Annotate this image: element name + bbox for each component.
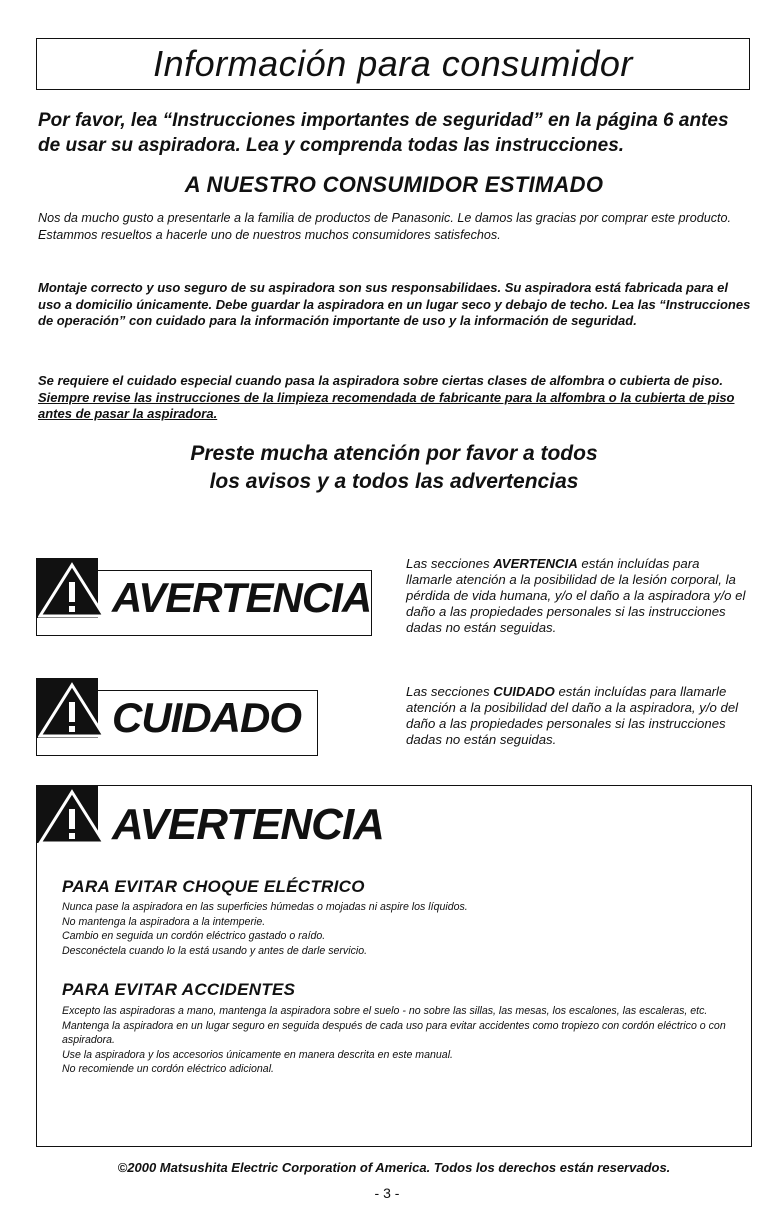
shock-item: Nunca pase la aspiradora en las superficies húmedas o mojadas ni aspire los líquidos. xyxy=(62,901,468,913)
intro-text: Por favor, lea “Instrucciones importantes de seguridad” en la página 6 antes de usar su aspiradora. Lea y comprenda todas las instrucciones. xyxy=(38,110,729,156)
shock-heading: PARA EVITAR CHOQUE ELÉCTRICO xyxy=(62,877,365,896)
paragraph-carpet-care xyxy=(38,373,754,423)
caution-triangle-icon xyxy=(38,682,106,738)
warning-desc-rest: están incluídas para llamarle atención a la posibilidad de la lesión corporal, la pérdida de vida humana, y/o el daño a la aspiradora y/o el daño a las propiedades personales si las instrucciones dadas no están seguidas. xyxy=(406,556,746,635)
attention-heading xyxy=(38,440,750,496)
attention-heading-line2: los avisos y a todos las advertencias xyxy=(209,470,579,493)
accident-list xyxy=(62,1004,732,1077)
carpet-care-plain: Se requiere el cuidado especial cuando pasa la aspiradora sobre ciertas clases de alfombra o cubierta de piso. xyxy=(38,373,723,388)
dear-customer-heading: A NUESTRO CONSUMIDOR ESTIMADO xyxy=(184,172,604,197)
caution-desc-rest: están incluídas para llamarle atención a la posibilidad del daño a la aspiradora, y/o del daño a las propiedades personales si las instrucciones dadas no están seguidas. xyxy=(406,684,739,747)
caution-badge-label: CUIDADO xyxy=(112,694,301,741)
paragraph-welcome: Nos da mucho gusto a presentarle a la familia de productos de Panasonic. Le damos las gracias por comprar este producto. Estammos resueltos a hacerle uno de nuestros muchos consumidores satisfechos. xyxy=(38,211,732,242)
copyright: ©2000 Matsushita Electric Corporation of America. Todos los derechos están reservados. xyxy=(117,1160,671,1175)
accident-item: Mantenga la aspiradora en un lugar seguro en seguida después de cada uso para evitar accidentes como tropiezo con cordón eléctrico o con aspiradora. xyxy=(62,1019,726,1047)
accident-item: No recomiende un cordón eléctrico adicional. xyxy=(62,1063,274,1076)
warning-triangle-icon xyxy=(38,562,106,618)
accident-item: Excepto las aspiradoras a mano, mantenga la aspiradora sobre el suelo - no sobre las sillas, las mesas, los escalones, las escaleras, etc. xyxy=(62,1005,708,1017)
page-title-text: Información para consumidor xyxy=(153,43,633,84)
warning-badge xyxy=(36,558,372,642)
caution-badge xyxy=(36,678,318,762)
box-warning-label: AVERTENCIA xyxy=(112,800,384,849)
caution-desc-prefix: Las secciones xyxy=(406,684,494,699)
warning-description xyxy=(406,556,746,636)
page-number: - 3 - xyxy=(374,1185,400,1201)
carpet-care-underlined: Siempre revise las instrucciones de la limpieza recomendada de fabricante para la alfombra o la cubierta de piso antes de pasar la aspiradora. xyxy=(38,389,735,421)
shock-list xyxy=(62,900,662,958)
box-warning-header xyxy=(36,785,384,855)
warning-desc-prefix: Las secciones xyxy=(406,556,494,571)
caution-desc-bold: CUIDADO xyxy=(493,684,555,699)
shock-item: Desconéctela cuando lo la está usando y antes de darle servicio. xyxy=(62,944,368,957)
shock-item: No mantenga la aspiradora a la intemperie. xyxy=(62,915,266,928)
caution-description xyxy=(406,684,746,748)
accident-item: Use la aspiradora y los accesorios únicamente en manera descrita en este manual. xyxy=(62,1048,453,1061)
warning-badge-label: AVERTENCIA xyxy=(112,574,372,621)
page-title xyxy=(36,38,750,90)
attention-heading-line1: Preste mucha atención por favor a todos xyxy=(190,442,598,465)
warning-desc-bold: AVERTENCIA xyxy=(493,556,578,571)
accident-heading: PARA EVITAR ACCIDENTES xyxy=(62,980,296,999)
paragraph-responsibilities: Montaje correcto y uso seguro de su aspiradora son sus responsabilidaes. Su aspiradora está fabricada para el uso a domicilio únicamente. Debe guardar la aspiradora en un lugar seco y debajo de techo. Lea las “Instrucciones de operación” con cuidado para la información importante de uso y la información de seguridad. xyxy=(38,280,751,328)
box-warning-triangle-icon xyxy=(38,789,106,845)
shock-item: Cambio en seguida un cordón eléctrico gastado o raído. xyxy=(62,930,326,943)
